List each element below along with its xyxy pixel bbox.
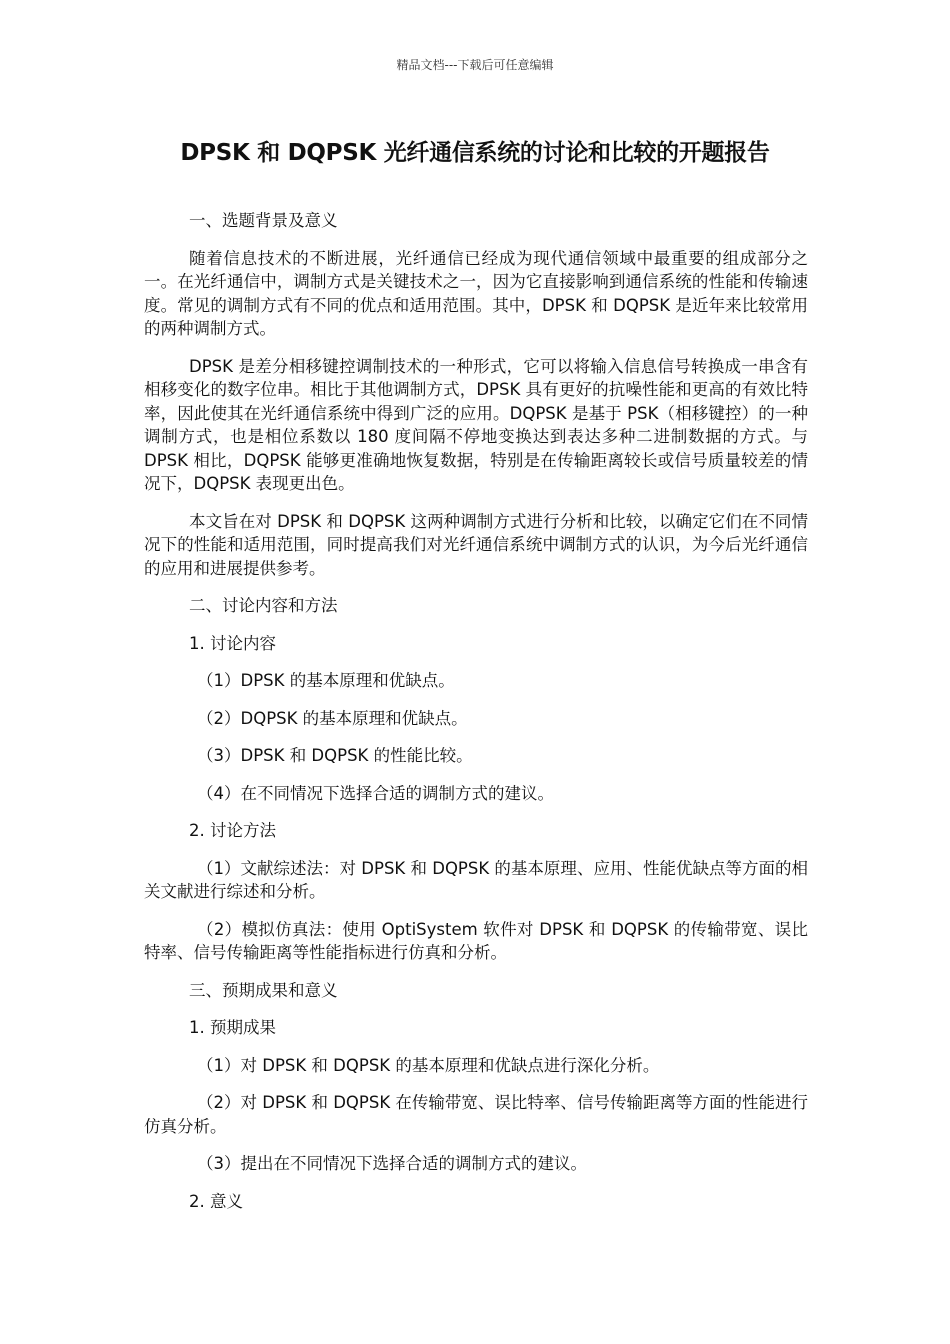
section-heading: 三、预期成果和意义 xyxy=(189,980,338,1000)
list-item: （2）模拟仿真法：使用 OptiSystem 软件对 DPSK 和 DQPSK 的传输带宽、误比特率、信号传输距离等性能指标进行仿真和分析。 xyxy=(144,919,808,962)
list-item: （1）DPSK 的基本原理和优缺点。 xyxy=(197,671,455,690)
document-body xyxy=(144,209,808,1227)
subsection-heading: 1. 预期成果 xyxy=(189,1018,276,1037)
section-heading: 二、讨论内容和方法 xyxy=(189,596,338,615)
list-item: （4）在不同情况下选择合适的调制方式的建议。 xyxy=(197,783,554,803)
list-item: （1）对 DPSK 和 DQPSK 的基本原理和优缺点进行深化分析。 xyxy=(197,1055,660,1075)
subsection-heading: 2. 讨论方法 xyxy=(189,821,276,840)
subsection-heading: 2. 意义 xyxy=(189,1191,243,1211)
list-item: （3）DPSK 和 DQPSK 的性能比较。 xyxy=(197,746,473,765)
list-item: （2）DQPSK 的基本原理和优缺点。 xyxy=(197,708,468,728)
list-item: （2）对 DPSK 和 DQPSK 在传输带宽、误比特率、信号传输距离等方面的性能进行仿真分析。 xyxy=(144,1093,808,1136)
subsection-heading: 1. 讨论内容 xyxy=(189,633,276,653)
document-title: DPSK 和 DQPSK 光纤通信系统的讨论和比较的开题报告 xyxy=(180,140,770,166)
list-item: （1）文献综述法：对 DPSK 和 DQPSK 的基本原理、应用、性能优缺点等方面的相关文献进行综述和分析。 xyxy=(144,858,808,901)
paragraph: DPSK 是差分相移键控调制技术的一种形式，它可以将输入信息信号转换成一串含有相移变化的数字位串。相比于其他调制方式，DPSK 具有更好的抗噪性能和更高的有效比特率，因此使其在光纤通信系统中得到广泛的应用。DQPSK 是基于 PSK（相移键控）的一种调制方式，也是相位系数以 180 度间隔不停地变换达到表达多种二进制数据的方式。与 DPSK 相比，DQPSK 能够更准确地恢复数据，特别是在传输距离较长或信号质量较差的情况下，DQPSK 表现更出色。 xyxy=(144,356,808,493)
paragraph: 本文旨在对 DPSK 和 DQPSK 这两种调制方式进行分析和比较，以确定它们在不同情况下的性能和适用范围，同时提高我们对光纤通信系统中调制方式的认识，为今后光纤通信的应用和进展提供参考。 xyxy=(144,511,808,578)
paragraph: 随着信息技术的不断进展，光纤通信已经成为现代通信领域中最重要的组成部分之一。在光纤通信中，调制方式是关键技术之一，因为它直接影响到通信系统的性能和传输速度。常见的调制方式有不同的优点和适用范围。其中，DPSK 和 DQPSK 是近年来比较常用的两种调制方式。 xyxy=(144,248,808,338)
list-item: （3）提出在不同情况下选择合适的调制方式的建议。 xyxy=(197,1154,587,1173)
section-heading: 一、选题背景及意义 xyxy=(189,211,338,230)
page-header: 精品文档---下载后可任意编辑 xyxy=(396,58,554,72)
